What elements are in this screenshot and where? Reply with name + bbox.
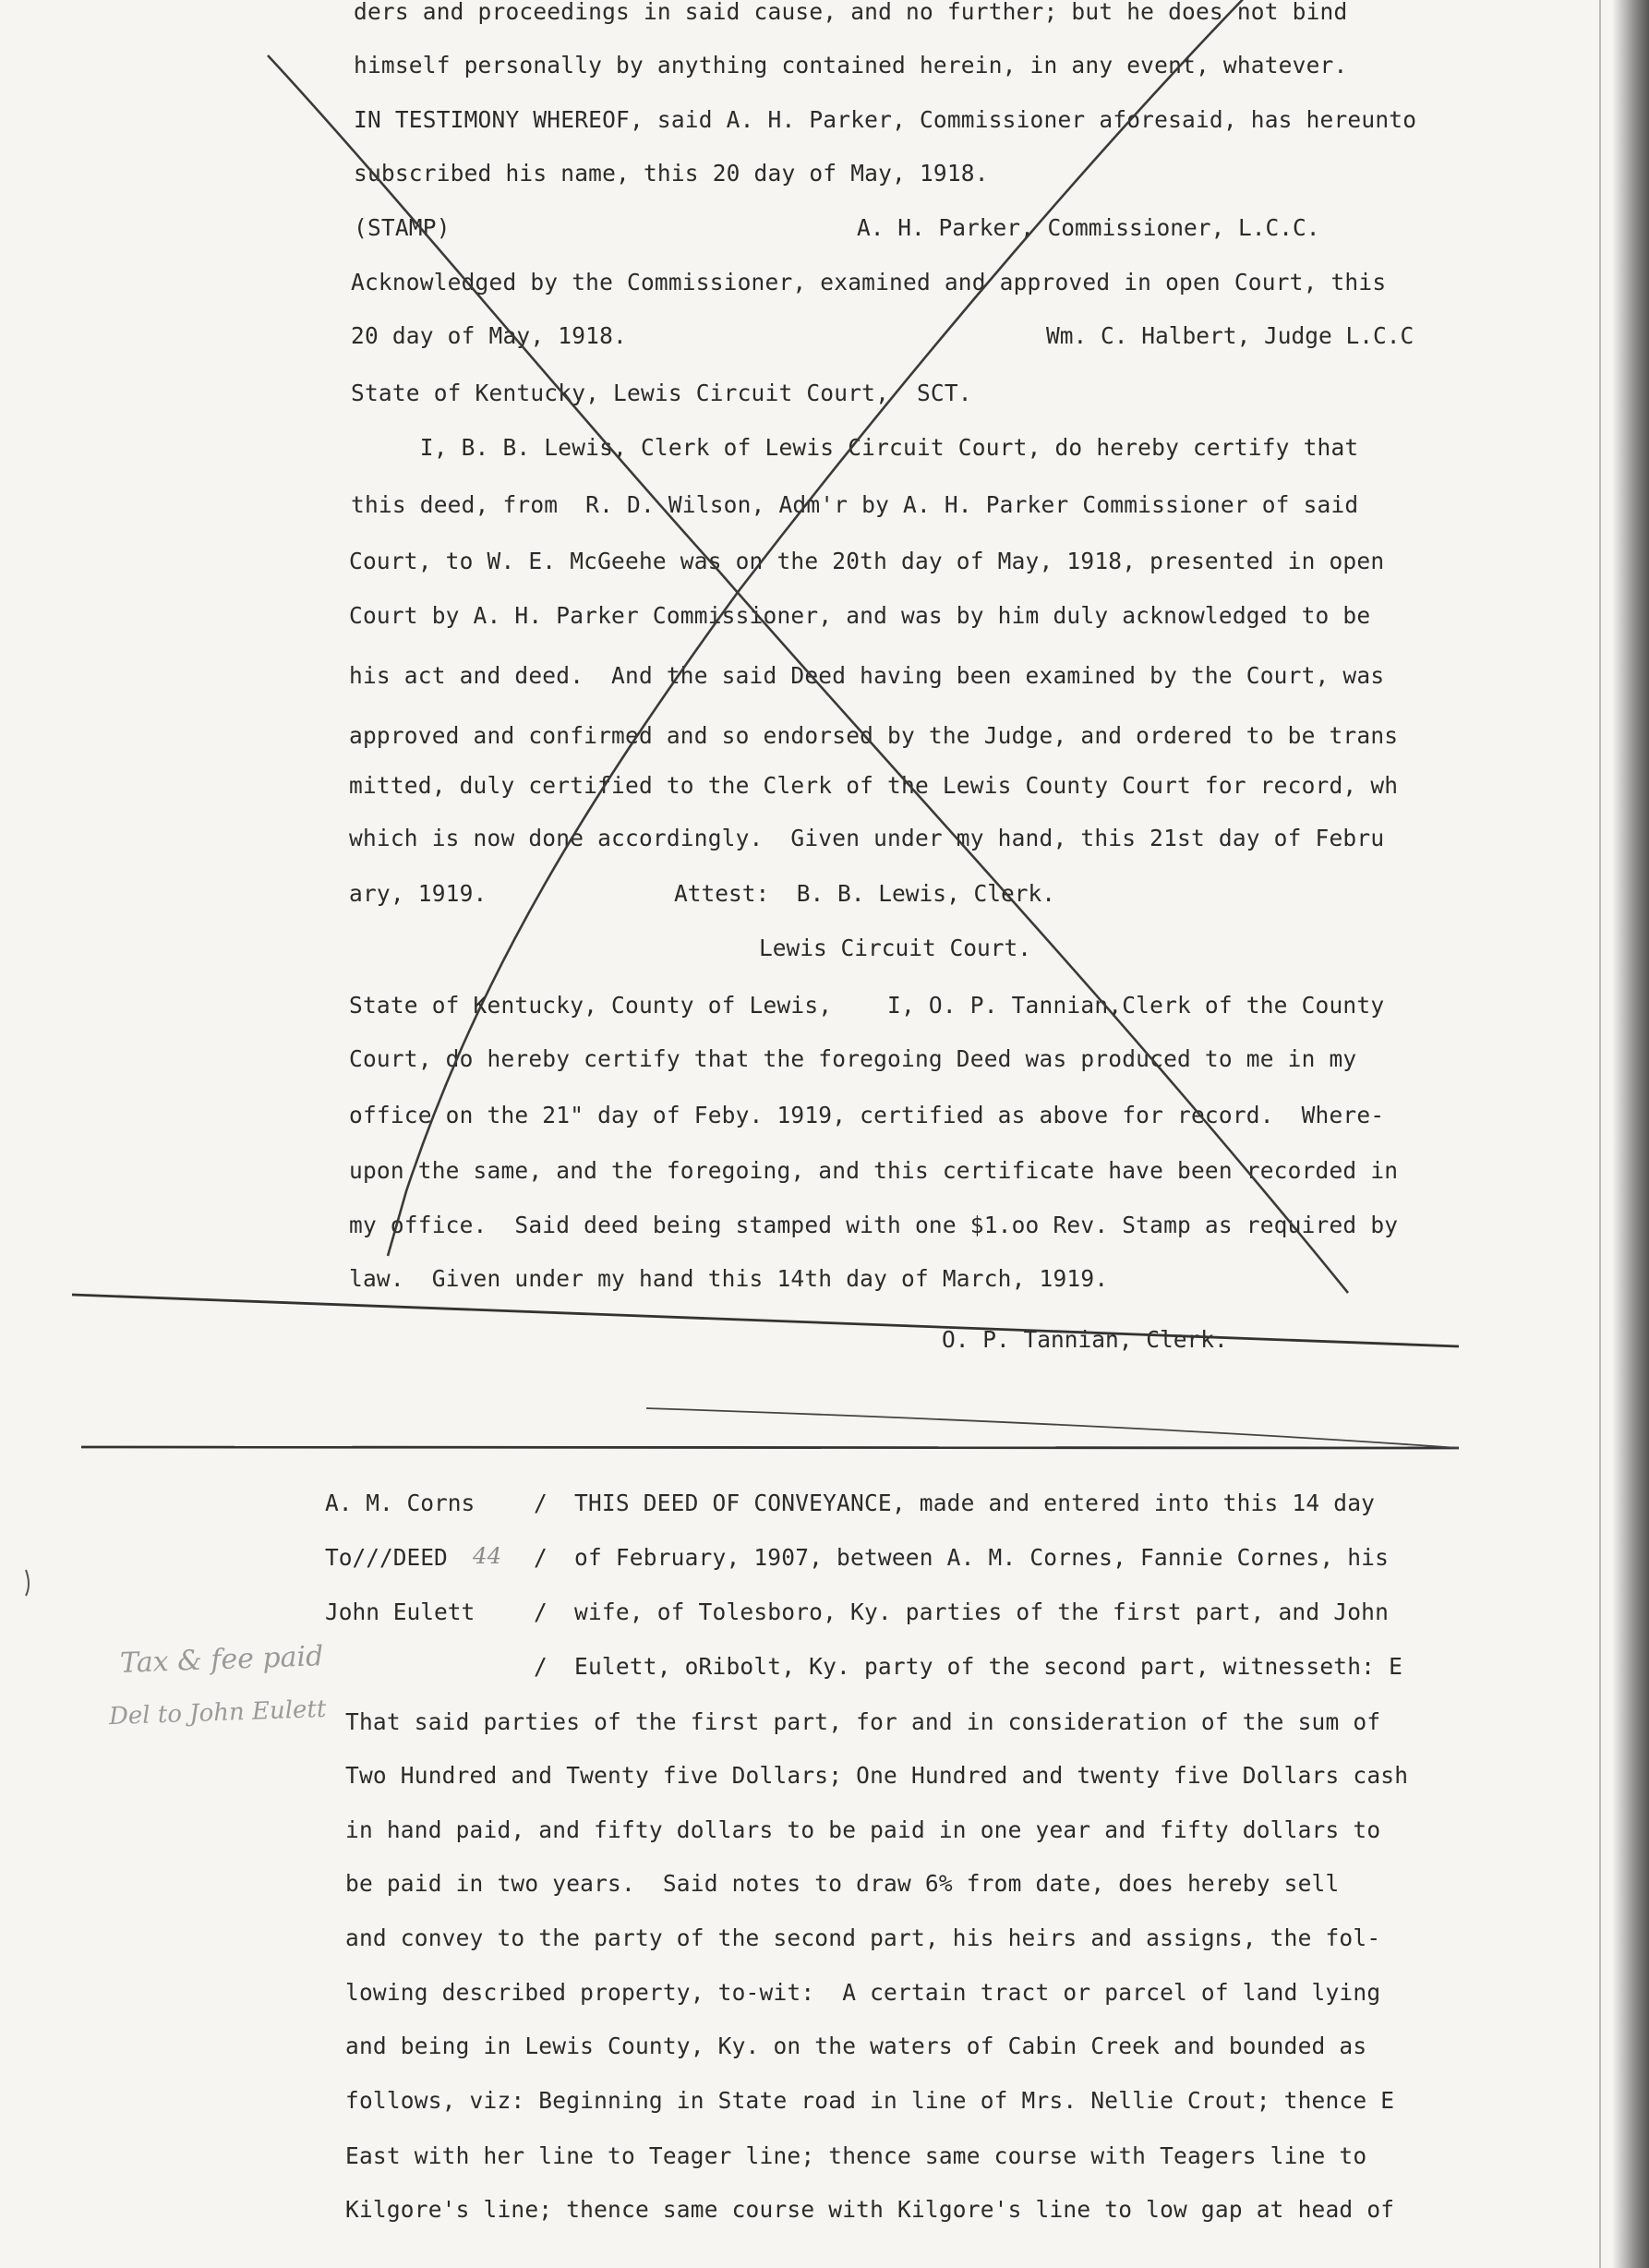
margin-deed-label: To///DEED (325, 1544, 448, 1571)
crossout-stroke-ascending (388, 0, 1251, 1256)
pencil-note-tax: Tax & fee paid (119, 1640, 324, 1680)
margin-slash-2: / (534, 1544, 548, 1571)
text-line-4: subscribed his name, this 20 day of May, 1918. (354, 160, 989, 187)
cert-line-3: Court, to W. E. McGeehe was on the 20th day of May, 1918, presented in open (349, 548, 1385, 574)
deed-line-5: and convey to the party of the second part, his heirs and assigns, the fol- (345, 1924, 1381, 1951)
stamp-label: (STAMP) (354, 214, 451, 241)
attest-date: ary, 1919. (349, 880, 487, 907)
crossout-stroke-descending (268, 55, 1348, 1293)
deed-line-2: Two Hundred and Twenty five Dollars; One Hundred and twenty five Dollars cash (345, 1762, 1409, 1789)
judge-signature: Wm. C. Halbert, Judge L.C.C (1046, 322, 1414, 349)
deed-first-line-3: wife, of Tolesboro, Ky. parties of the first part, and John (574, 1598, 1390, 1625)
text-line-2: himself personally by anything contained herein, in any event, whatever. (354, 52, 1348, 78)
deed-line-3: in hand paid, and fifty dollars to be paid in one year and fifty dollars to (345, 1816, 1381, 1843)
county-line-1: State of Kentucky, County of Lewis, I, O. P. Tannian,Clerk of the County (349, 992, 1385, 1019)
commissioner-signature: A. H. Parker, Commissioner, L.C.C. (857, 214, 1320, 241)
margin-slash-4: / (534, 1653, 548, 1680)
text-line-1: ders and proceedings in said cause, and no further; but he does not bind (354, 0, 1348, 25)
margin-grantor: A. M. Corns (325, 1490, 475, 1516)
deed-line-6: lowing described property, to-wit: A certain tract or parcel of land lying (345, 1979, 1381, 2006)
acknowledgement-line-1: Acknowledged by the Commissioner, examined and approved in open Court, this (351, 269, 1387, 296)
circuit-court-label: Lewis Circuit Court. (759, 935, 1032, 961)
county-line-5: my office. Said deed being stamped with one $1.oo Rev. Stamp as required by (349, 1212, 1399, 1238)
county-line-3: office on the 21" day of Feby. 1919, certified as above for record. Where- (349, 1102, 1385, 1128)
pencil-note-delivered: Del to John Eulett (108, 1695, 327, 1731)
deed-line-9: East with her line to Teager line; thence same course with Teagers line to (345, 2142, 1367, 2169)
cert-line-1: I, B. B. Lewis, Clerk of Lewis Circuit Court, do hereby certify that (351, 434, 1359, 461)
deed-line-7: and being in Lewis County, Ky. on the waters of Cabin Creek and bounded as (345, 2033, 1367, 2059)
divider-lower-tail (646, 1408, 1459, 1448)
deed-first-line-1: THIS DEED OF CONVEYANCE, made and entered into this 14 day (574, 1490, 1376, 1516)
deed-line-10: Kilgore's line; thence same course with Kilgore's line to low gap at head of (345, 2196, 1395, 2223)
cert-line-4: Court by A. H. Parker Commissioner, and was by him duly acknowledged to be (349, 602, 1371, 629)
deed-first-line-4: Eulett, oRibolt, Ky. party of the second part, witnesseth: E (574, 1653, 1403, 1680)
county-line-4: upon the same, and the foregoing, and this certificate have been recorded in (349, 1157, 1399, 1184)
margin-deed-number: 44 (473, 1542, 502, 1569)
text-line-3: IN TESTIMONY WHEREOF, said A. H. Parker, Commissioner aforesaid, has hereunto (354, 106, 1417, 133)
cert-line-8: which is now done accordingly. Given under my hand, this 21st day of Febru (349, 825, 1385, 851)
deed-line-8: follows, viz: Beginning in State road in line of Mrs. Nellie Crout; thence E (345, 2087, 1395, 2114)
deed-line-1: That said parties of the first part, for and in consideration of the sum of (345, 1708, 1381, 1735)
divider-lower (81, 1447, 1459, 1448)
county-line-2: Court, do hereby certify that the foregoing Deed was produced to me in my (349, 1045, 1357, 1072)
cert-line-6: approved and confirmed and so endorsed by the Judge, and ordered to be trans (349, 722, 1399, 749)
county-line-6: law. Given under my hand this 14th day of March, 1919. (349, 1265, 1109, 1292)
margin-slash-3: / (534, 1598, 548, 1625)
cert-line-5: his act and deed. And the said Deed having been examined by the Court, was (349, 662, 1385, 689)
deed-first-line-2: of February, 1907, between A. M. Cornes, Fannie Cornes, his (574, 1544, 1390, 1571)
cert-line-7: mitted, duly certified to the Clerk of the Lewis County Court for record, wh (349, 772, 1399, 799)
attest-signature: Attest: B. B. Lewis, Clerk. (674, 880, 1056, 907)
state-heading: State of Kentucky, Lewis Circuit Court, SCT. (351, 380, 972, 406)
county-clerk-signature: O. P. Tannian, Clerk. (942, 1326, 1228, 1353)
divider-upper (72, 1295, 1459, 1346)
margin-slash-1: / (534, 1490, 548, 1516)
deed-line-4: be paid in two years. Said notes to draw 6% from date, does hereby sell (345, 1870, 1340, 1897)
margin-grantee: John Eulett (325, 1598, 475, 1625)
left-edge-mark (26, 1570, 29, 1596)
acknowledgement-line-2: 20 day of May, 1918. (351, 322, 628, 349)
cert-line-2: this deed, from R. D. Wilson, Adm'r by A. H. Parker Commissioner of said (351, 491, 1359, 518)
